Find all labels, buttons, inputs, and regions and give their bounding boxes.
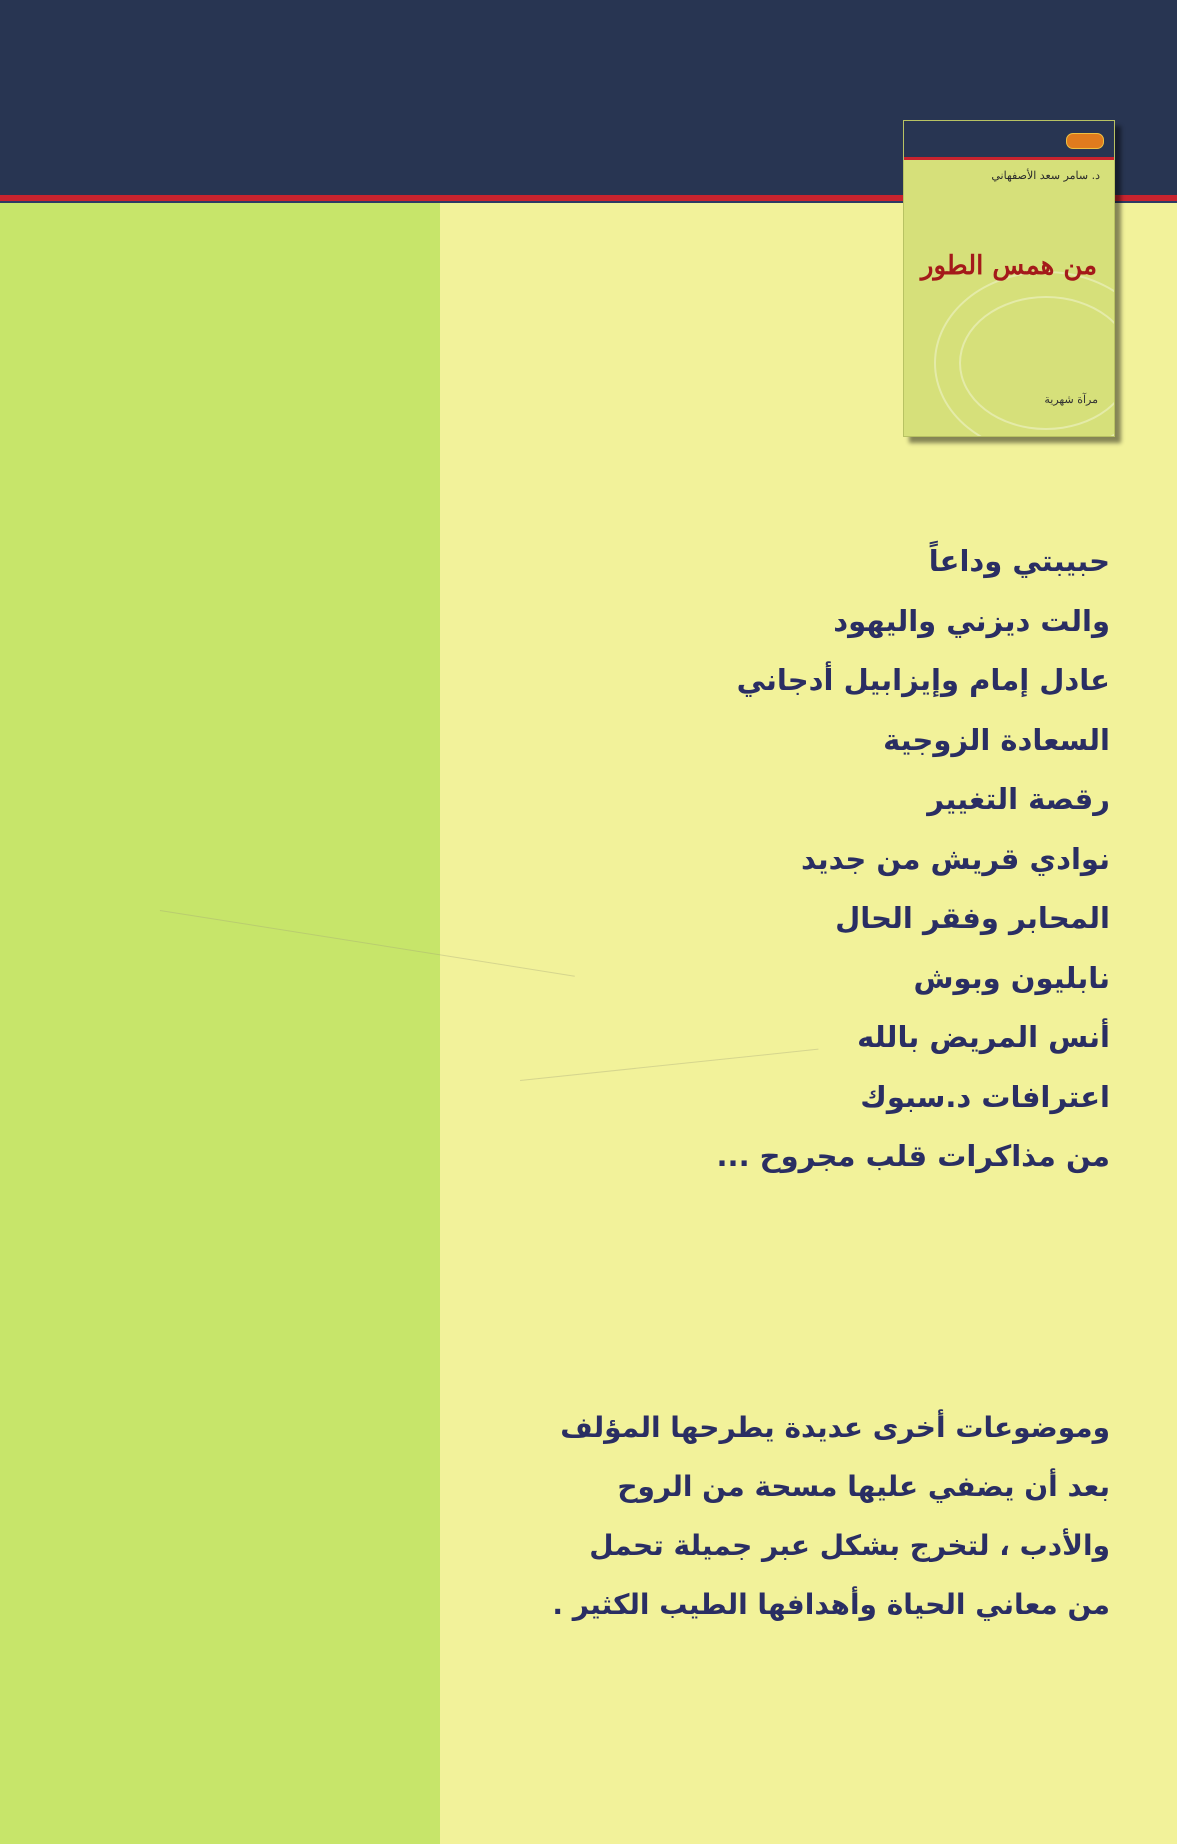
description-line: وموضوعات أخرى عديدة يطرحها المؤلف [560, 1411, 1110, 1444]
topic-item: حبيبتي وداعاً [928, 544, 1110, 578]
topic-item: السعادة الزوجية [883, 722, 1110, 757]
publisher-logo [1066, 133, 1104, 149]
topic-item: اعترافات د.سبوك [860, 1079, 1110, 1114]
thumbnail-series: مرآة شهرية [1044, 393, 1098, 406]
thumbnail-red-stripe [904, 157, 1114, 160]
topic-item: رقصة التغيير [927, 782, 1110, 816]
topic-item: المحابر وفقر الحال [835, 901, 1110, 935]
topics-list [510, 532, 1110, 1187]
topic-item: والت ديزني واليهود [833, 603, 1110, 638]
topic-item: نوادي قريش من جديد [800, 841, 1110, 876]
description-line: من معاني الحياة وأهدافها الطيب الكثير . [552, 1588, 1110, 1621]
description-line: والأدب ، لتخرج بشكل عبر جميلة تحمل [589, 1529, 1110, 1562]
topic-item: من مذاكرات قلب مجروح ... [716, 1139, 1110, 1173]
topic-item: أنس المريض بالله [857, 1020, 1110, 1054]
description-line: بعد أن يضفي عليها مسحة من الروح [617, 1470, 1110, 1503]
book-cover-thumbnail [903, 120, 1115, 437]
thumbnail-title: من همس الطور [920, 251, 1098, 281]
green-panel [0, 203, 440, 1844]
description-paragraph [430, 1398, 1110, 1634]
topic-item: نابليون وبوش [913, 960, 1110, 995]
topic-item: عادل إمام وإيزابيل أدجاني [736, 663, 1110, 697]
thumbnail-author: د. سامر سعد الأصفهاني [991, 169, 1100, 182]
